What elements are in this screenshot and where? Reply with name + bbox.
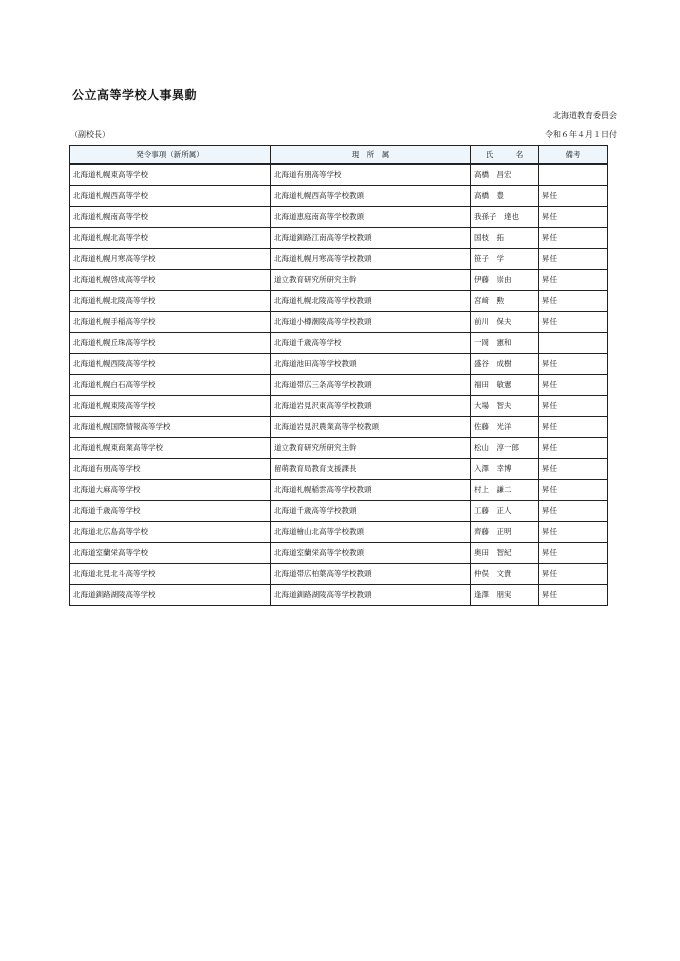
table-row xyxy=(70,417,608,438)
name-cell: 福田 敏憲 xyxy=(471,375,539,396)
name-cell: 盛谷 成樹 xyxy=(471,354,539,375)
current-assignment-cell: 北海道檜山北高等学校教頭 xyxy=(271,522,471,543)
table-row xyxy=(70,207,608,228)
new-assignment-cell: 北海道札幌東陵高等学校 xyxy=(70,396,271,417)
remarks-cell: 昇任 xyxy=(539,564,608,585)
current-assignment-cell: 北海道札幌西高等学校教頭 xyxy=(271,186,471,207)
table-row xyxy=(70,291,608,312)
current-assignment-cell: 北海道有朋高等学校 xyxy=(271,164,471,186)
remarks-cell: 昇任 xyxy=(539,522,608,543)
remarks-cell xyxy=(539,164,608,186)
new-assignment-cell: 北海道有朋高等学校 xyxy=(70,459,271,480)
name-cell: 伊藤 崇由 xyxy=(471,270,539,291)
name-cell: 宮﨑 勲 xyxy=(471,291,539,312)
table-row xyxy=(70,501,608,522)
name-cell: 齊藤 正明 xyxy=(471,522,539,543)
name-cell: 松山 淳一郎 xyxy=(471,438,539,459)
current-assignment-cell: 留萌教育局教育支援課長 xyxy=(271,459,471,480)
new-assignment-cell: 北海道室蘭栄高等学校 xyxy=(70,543,271,564)
new-assignment-cell: 北海道札幌北高等学校 xyxy=(70,228,271,249)
name-cell: 前川 保夫 xyxy=(471,312,539,333)
current-assignment-cell: 北海道帯広三条高等学校教頭 xyxy=(271,375,471,396)
table-row xyxy=(70,312,608,333)
remarks-cell: 昇任 xyxy=(539,228,608,249)
issuing-organization: 北海道教育委員会 xyxy=(553,111,617,120)
table-row xyxy=(70,354,608,375)
current-assignment-cell: 北海道札幌月寒高等学校教頭 xyxy=(271,249,471,270)
table-row xyxy=(70,333,608,354)
name-cell: 笹子 学 xyxy=(471,249,539,270)
new-assignment-cell: 北海道札幌西高等学校 xyxy=(70,186,271,207)
remarks-cell: 昇任 xyxy=(539,396,608,417)
header-current-assignment: 現 所 属 xyxy=(271,146,471,165)
new-assignment-cell: 北海道大麻高等学校 xyxy=(70,480,271,501)
current-assignment-cell: 北海道室蘭栄高等学校教頭 xyxy=(271,543,471,564)
table-row xyxy=(70,396,608,417)
table-row xyxy=(70,522,608,543)
position-category: （副校長） xyxy=(70,130,110,139)
table-row xyxy=(70,164,608,186)
new-assignment-cell: 北海道札幌東高等学校 xyxy=(70,164,271,186)
current-assignment-cell: 北海道岩見沢東高等学校教頭 xyxy=(271,396,471,417)
name-cell: 仲俣 文貴 xyxy=(471,564,539,585)
header-new-assignment: 発令事項（新所属） xyxy=(70,146,271,165)
name-cell: 国枝 拓 xyxy=(471,228,539,249)
current-assignment-cell: 北海道池田高等学校教頭 xyxy=(271,354,471,375)
table-row xyxy=(70,375,608,396)
table-row xyxy=(70,249,608,270)
new-assignment-cell: 北海道北見北斗高等学校 xyxy=(70,564,271,585)
table-row xyxy=(70,543,608,564)
current-assignment-cell: 北海道岩見沢農業高等学校教頭 xyxy=(271,417,471,438)
remarks-cell xyxy=(539,333,608,354)
current-assignment-cell: 道立教育研究所研究主幹 xyxy=(271,438,471,459)
name-cell: 工藤 正人 xyxy=(471,501,539,522)
remarks-cell: 昇任 xyxy=(539,417,608,438)
table-header-row xyxy=(70,146,608,165)
header-name: 氏 名 xyxy=(471,146,539,165)
current-assignment-cell: 北海道小樽潮陵高等学校教頭 xyxy=(271,312,471,333)
current-assignment-cell: 北海道千歳高等学校教頭 xyxy=(271,501,471,522)
remarks-cell: 昇任 xyxy=(539,501,608,522)
remarks-cell: 昇任 xyxy=(539,249,608,270)
remarks-cell: 昇任 xyxy=(539,543,608,564)
new-assignment-cell: 北海道札幌丘珠高等学校 xyxy=(70,333,271,354)
new-assignment-cell: 北海道札幌白石高等学校 xyxy=(70,375,271,396)
table-row xyxy=(70,438,608,459)
table-row xyxy=(70,564,608,585)
new-assignment-cell: 北海道釧路湖陵高等学校 xyxy=(70,585,271,606)
remarks-cell: 昇任 xyxy=(539,480,608,501)
current-assignment-cell: 北海道札幌北陵高等学校教頭 xyxy=(271,291,471,312)
name-cell: 我孫子 達也 xyxy=(471,207,539,228)
current-assignment-cell: 北海道札幌稲雲高等学校教頭 xyxy=(271,480,471,501)
table-body xyxy=(70,164,608,606)
new-assignment-cell: 北海道札幌東商業高等学校 xyxy=(70,438,271,459)
effective-date: 令和６年４月１日付 xyxy=(545,130,617,139)
page-title: 公立高等学校人事異動 xyxy=(72,88,198,102)
remarks-cell: 昇任 xyxy=(539,291,608,312)
name-cell: 村上 謙二 xyxy=(471,480,539,501)
current-assignment-cell: 北海道恵庭南高等学校教頭 xyxy=(271,207,471,228)
new-assignment-cell: 北海道北広島高等学校 xyxy=(70,522,271,543)
current-assignment-cell: 北海道千歳高等学校 xyxy=(271,333,471,354)
new-assignment-cell: 北海道札幌手稲高等学校 xyxy=(70,312,271,333)
header-remarks: 備考 xyxy=(539,146,608,165)
remarks-cell: 昇任 xyxy=(539,207,608,228)
remarks-cell: 昇任 xyxy=(539,312,608,333)
name-cell: 大場 智夫 xyxy=(471,396,539,417)
new-assignment-cell: 北海道札幌啓成高等学校 xyxy=(70,270,271,291)
current-assignment-cell: 北海道帯広柏葉高等学校教頭 xyxy=(271,564,471,585)
table-row xyxy=(70,228,608,249)
remarks-cell: 昇任 xyxy=(539,459,608,480)
remarks-cell: 昇任 xyxy=(539,270,608,291)
remarks-cell: 昇任 xyxy=(539,438,608,459)
new-assignment-cell: 北海道札幌国際情報高等学校 xyxy=(70,417,271,438)
remarks-cell: 昇任 xyxy=(539,354,608,375)
name-cell: 一岡 憲和 xyxy=(471,333,539,354)
personnel-table xyxy=(69,145,608,606)
table-row xyxy=(70,186,608,207)
remarks-cell: 昇任 xyxy=(539,186,608,207)
name-cell: 高橋 豊 xyxy=(471,186,539,207)
name-cell: 入澤 幸博 xyxy=(471,459,539,480)
name-cell: 奥田 智紀 xyxy=(471,543,539,564)
name-cell: 逢澤 朋実 xyxy=(471,585,539,606)
new-assignment-cell: 北海道札幌月寒高等学校 xyxy=(70,249,271,270)
table-row xyxy=(70,480,608,501)
new-assignment-cell: 北海道札幌南高等学校 xyxy=(70,207,271,228)
new-assignment-cell: 北海道札幌西陵高等学校 xyxy=(70,354,271,375)
new-assignment-cell: 北海道千歳高等学校 xyxy=(70,501,271,522)
current-assignment-cell: 北海道釧路江南高等学校教頭 xyxy=(271,228,471,249)
remarks-cell: 昇任 xyxy=(539,585,608,606)
remarks-cell: 昇任 xyxy=(539,375,608,396)
table-row xyxy=(70,270,608,291)
name-cell: 高橋 昌宏 xyxy=(471,164,539,186)
current-assignment-cell: 道立教育研究所研究主幹 xyxy=(271,270,471,291)
table-row xyxy=(70,459,608,480)
current-assignment-cell: 北海道釧路湖陵高等学校教頭 xyxy=(271,585,471,606)
new-assignment-cell: 北海道札幌北陵高等学校 xyxy=(70,291,271,312)
name-cell: 佐藤 光洋 xyxy=(471,417,539,438)
table-row xyxy=(70,585,608,606)
